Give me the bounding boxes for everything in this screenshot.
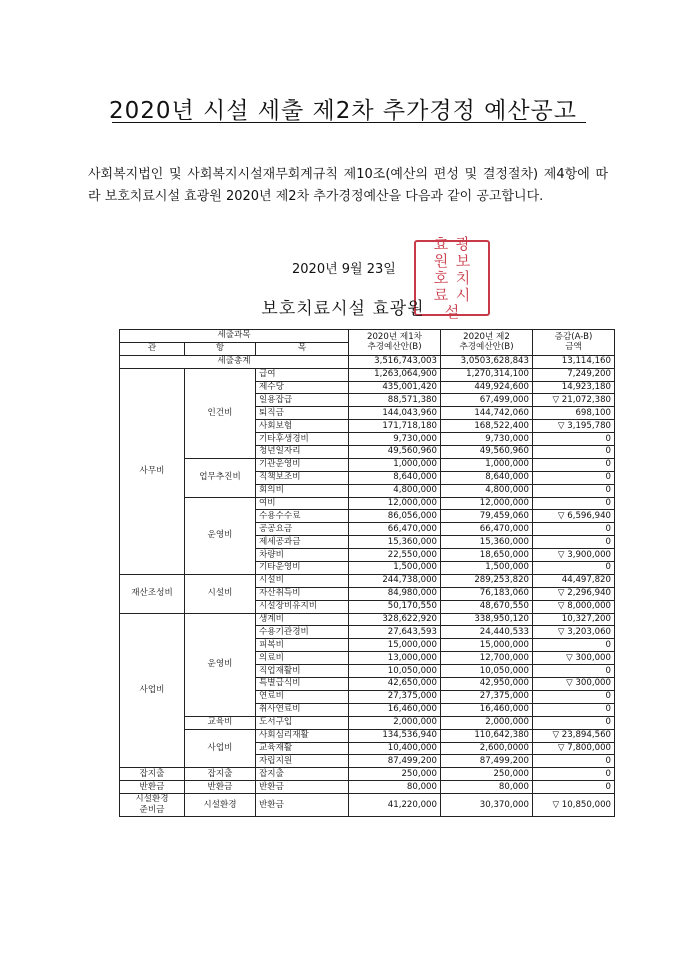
col3-value: 0 bbox=[533, 639, 615, 652]
seal-glyph: 설 bbox=[444, 302, 460, 321]
col2-value: 67,499,000 bbox=[441, 394, 533, 407]
mok-cell: 특별급식비 bbox=[256, 678, 349, 691]
seal-glyph: 료 bbox=[433, 285, 449, 304]
col1-value: 80,000 bbox=[349, 781, 441, 794]
col3-value: 10,327,200 bbox=[533, 613, 615, 626]
col3-value: 14,923,180 bbox=[533, 381, 615, 394]
col3-value: 0 bbox=[533, 755, 615, 768]
mok-cell: 자산취득비 bbox=[256, 587, 349, 600]
header-category: 세출과목 bbox=[120, 330, 349, 343]
col2-value: 144,742,060 bbox=[441, 407, 533, 420]
col2-value: 66,470,000 bbox=[441, 523, 533, 536]
budget-table-body bbox=[120, 368, 615, 816]
col2-value: 110,642,380 bbox=[441, 729, 533, 742]
mok-cell: 직책보조비 bbox=[256, 471, 349, 484]
col3-value: 0 bbox=[533, 458, 615, 471]
hang-cell: 사업비 bbox=[185, 729, 256, 768]
hang-cell: 시설비 bbox=[185, 574, 256, 613]
col3-value: ▽ 21,072,380 bbox=[533, 394, 615, 407]
col3-value: 0 bbox=[533, 497, 615, 510]
mok-cell: 잡지출 bbox=[256, 768, 349, 781]
mok-cell: 기타운영비 bbox=[256, 562, 349, 575]
col1-value: 15,000,000 bbox=[349, 639, 441, 652]
seal-glyph: 호 bbox=[433, 268, 449, 287]
col2-value: 1,500,000 bbox=[441, 562, 533, 575]
total-label: 세출총계 bbox=[120, 355, 349, 368]
hang-cell: 인건비 bbox=[185, 368, 256, 458]
hang-cell: 운영비 bbox=[185, 497, 256, 574]
col3-value: 0 bbox=[533, 703, 615, 716]
total-col2: 3,0503,628,843 bbox=[441, 355, 533, 368]
header-hang: 항 bbox=[185, 342, 256, 355]
col2-value: 16,460,000 bbox=[441, 703, 533, 716]
page-title: 2020년 시설 세출 제2차 추가경정 예산공고 bbox=[109, 98, 577, 124]
mok-cell: 취사연료비 bbox=[256, 703, 349, 716]
table-row bbox=[120, 458, 615, 471]
hang-cell: 반환금 bbox=[185, 781, 256, 794]
mok-cell: 피복비 bbox=[256, 639, 349, 652]
col3-value: 44,497,820 bbox=[533, 574, 615, 587]
table-row bbox=[120, 729, 615, 742]
table-row bbox=[120, 794, 615, 817]
col2-value: 4,800,000 bbox=[441, 484, 533, 497]
col1-value: 50,170,550 bbox=[349, 600, 441, 613]
budget-table bbox=[119, 329, 615, 817]
col2-value: 80,000 bbox=[441, 781, 533, 794]
title-underline bbox=[112, 122, 586, 123]
col1-value: 328,622,920 bbox=[349, 613, 441, 626]
col3-value: 0 bbox=[533, 446, 615, 459]
mok-cell: 청년일자리 bbox=[256, 446, 349, 459]
col2-value: 15,000,000 bbox=[441, 639, 533, 652]
col1-value: 4,800,000 bbox=[349, 484, 441, 497]
col1-value: 27,643,593 bbox=[349, 626, 441, 639]
mok-cell: 시설장비유지비 bbox=[256, 600, 349, 613]
organization-name: 보호치료시설 효광원 bbox=[261, 299, 425, 319]
col1-value: 8,640,000 bbox=[349, 471, 441, 484]
col3-value: ▽ 3,195,780 bbox=[533, 420, 615, 433]
col3-value: 0 bbox=[533, 562, 615, 575]
gwan-cell: 시설환경 준비금 bbox=[120, 794, 185, 817]
col2-value: 168,522,400 bbox=[441, 420, 533, 433]
mok-cell: 기타후생경비 bbox=[256, 433, 349, 446]
mok-cell: 도서구입 bbox=[256, 716, 349, 729]
col2-value: 79,459,060 bbox=[441, 510, 533, 523]
col2-value: 48,670,550 bbox=[441, 600, 533, 613]
col1-value: 1,263,064,900 bbox=[349, 368, 441, 381]
col1-value: 2,000,000 bbox=[349, 716, 441, 729]
mok-cell: 시설비 bbox=[256, 574, 349, 587]
table-row bbox=[120, 574, 615, 587]
mok-cell: 수용수수료 bbox=[256, 510, 349, 523]
table-row bbox=[120, 368, 615, 381]
col1-value: 87,499,200 bbox=[349, 755, 441, 768]
col2-value: 250,000 bbox=[441, 768, 533, 781]
col2-value: 27,375,000 bbox=[441, 690, 533, 703]
mok-cell: 제세공과금 bbox=[256, 536, 349, 549]
col1-value: 13,000,000 bbox=[349, 652, 441, 665]
table-row bbox=[120, 781, 615, 794]
col3-value: 0 bbox=[533, 690, 615, 703]
header-gwan: 관 bbox=[120, 342, 185, 355]
col1-value: 27,375,000 bbox=[349, 690, 441, 703]
hang-cell: 교육비 bbox=[185, 716, 256, 729]
mok-cell: 연료비 bbox=[256, 690, 349, 703]
mok-cell: 급여 bbox=[256, 368, 349, 381]
mok-cell: 퇴직금 bbox=[256, 407, 349, 420]
col3-value: ▽ 23,894,560 bbox=[533, 729, 615, 742]
col2-value: 12,000,000 bbox=[441, 497, 533, 510]
col3-value: 0 bbox=[533, 536, 615, 549]
col3-value: ▽ 300,000 bbox=[533, 678, 615, 691]
col2-value: 42,950,000 bbox=[441, 678, 533, 691]
notice-date: 2020년 9월 23일 bbox=[292, 262, 396, 277]
mok-cell: 교육재활 bbox=[256, 742, 349, 755]
col3-value: ▽ 8,000,000 bbox=[533, 600, 615, 613]
col3-value: ▽ 3,900,000 bbox=[533, 549, 615, 562]
col1-value: 244,738,000 bbox=[349, 574, 441, 587]
col3-value: 0 bbox=[533, 484, 615, 497]
col1-value: 9,730,000 bbox=[349, 433, 441, 446]
col1-value: 41,220,000 bbox=[349, 794, 441, 817]
col2-value: 12,700,000 bbox=[441, 652, 533, 665]
mok-cell: 사회보험 bbox=[256, 420, 349, 433]
gwan-cell: 사무비 bbox=[120, 368, 185, 574]
col2-value: 87,499,200 bbox=[441, 755, 533, 768]
col3-value: ▽ 2,296,940 bbox=[533, 587, 615, 600]
mok-cell: 제수당 bbox=[256, 381, 349, 394]
col1-value: 16,460,000 bbox=[349, 703, 441, 716]
col3-value: 0 bbox=[533, 716, 615, 729]
col3-value: 7,249,200 bbox=[533, 368, 615, 381]
col3-value: ▽ 10,850,000 bbox=[533, 794, 615, 817]
col1-value: 49,560,960 bbox=[349, 446, 441, 459]
seal-glyph: 광 bbox=[455, 234, 471, 253]
seal-glyph: 원 bbox=[433, 251, 449, 270]
total-col1: 3,516,743,003 bbox=[349, 355, 441, 368]
col1-value: 84,980,000 bbox=[349, 587, 441, 600]
header-mok: 목 bbox=[256, 342, 349, 355]
col1-value: 435,001,420 bbox=[349, 381, 441, 394]
col2-value: 449,924,600 bbox=[441, 381, 533, 394]
table-row bbox=[120, 497, 615, 510]
seal-glyph: 보 bbox=[455, 251, 471, 270]
col2-value: 289,253,820 bbox=[441, 574, 533, 587]
notice-paragraph: 사회복지법인 및 사회복지시설재무회계규칙 제10조(예산의 편성 및 결정절차) 제4항에 따라 보호치료시설 효광원 2020년 제2차 추가경정예산을 다음과 같이 공고합니다. bbox=[88, 167, 608, 204]
col1-value: 22,550,000 bbox=[349, 549, 441, 562]
col2-value: 1,270,314,100 bbox=[441, 368, 533, 381]
header-col2: 2020년 제2 추경예산안(B) bbox=[441, 330, 533, 356]
col2-value: 24,440,533 bbox=[441, 626, 533, 639]
gwan-cell: 재산조성비 bbox=[120, 574, 185, 613]
col2-value: 76,183,060 bbox=[441, 587, 533, 600]
table-row bbox=[120, 768, 615, 781]
col3-value: 0 bbox=[533, 523, 615, 536]
hang-cell: 잡지출 bbox=[185, 768, 256, 781]
mok-cell: 사회심리재활 bbox=[256, 729, 349, 742]
mok-cell: 회의비 bbox=[256, 484, 349, 497]
mok-cell: 차량비 bbox=[256, 549, 349, 562]
col2-value: 1,000,000 bbox=[441, 458, 533, 471]
col1-value: 10,050,000 bbox=[349, 665, 441, 678]
col3-value: 0 bbox=[533, 781, 615, 794]
col3-value: ▽ 3,203,060 bbox=[533, 626, 615, 639]
header-col1: 2020년 제1차 추경예산안(B) bbox=[349, 330, 441, 356]
mok-cell: 직업재활비 bbox=[256, 665, 349, 678]
hang-cell: 시설환경 bbox=[185, 794, 256, 817]
table-row bbox=[120, 716, 615, 729]
col3-value: 0 bbox=[533, 471, 615, 484]
mok-cell: 의료비 bbox=[256, 652, 349, 665]
col1-value: 134,536,940 bbox=[349, 729, 441, 742]
hang-cell: 업무추진비 bbox=[185, 458, 256, 497]
mok-cell: 공공요금 bbox=[256, 523, 349, 536]
seal-glyph: 치 bbox=[455, 268, 471, 287]
seal-glyph: 시 bbox=[455, 285, 471, 304]
col1-value: 86,056,000 bbox=[349, 510, 441, 523]
col1-value: 15,360,000 bbox=[349, 536, 441, 549]
col1-value: 171,718,180 bbox=[349, 420, 441, 433]
col2-value: 10,050,000 bbox=[441, 665, 533, 678]
col2-value: 8,640,000 bbox=[441, 471, 533, 484]
col2-value: 2,000,000 bbox=[441, 716, 533, 729]
gwan-cell: 사업비 bbox=[120, 613, 185, 768]
table-row bbox=[120, 613, 615, 626]
col3-value: ▽ 300,000 bbox=[533, 652, 615, 665]
col2-value: 338,950,120 bbox=[441, 613, 533, 626]
col3-value: 0 bbox=[533, 768, 615, 781]
mok-cell: 반환금 bbox=[256, 794, 349, 817]
col1-value: 88,571,380 bbox=[349, 394, 441, 407]
mok-cell: 여비 bbox=[256, 497, 349, 510]
col1-value: 144,043,960 bbox=[349, 407, 441, 420]
mok-cell: 자립지원 bbox=[256, 755, 349, 768]
col3-value: ▽ 6,596,940 bbox=[533, 510, 615, 523]
gwan-cell: 반환금 bbox=[120, 781, 185, 794]
col1-value: 1,000,000 bbox=[349, 458, 441, 471]
col3-value: 0 bbox=[533, 433, 615, 446]
col3-value: 698,100 bbox=[533, 407, 615, 420]
hang-cell: 운영비 bbox=[185, 613, 256, 716]
col2-value: 30,370,000 bbox=[441, 794, 533, 817]
seal-glyph: 효 bbox=[433, 234, 449, 253]
mok-cell: 생계비 bbox=[256, 613, 349, 626]
mok-cell: 수용기관경비 bbox=[256, 626, 349, 639]
col2-value: 18,650,000 bbox=[441, 549, 533, 562]
col2-value: 15,360,000 bbox=[441, 536, 533, 549]
col3-value: ▽ 7,800,000 bbox=[533, 742, 615, 755]
col1-value: 250,000 bbox=[349, 768, 441, 781]
mok-cell: 반환금 bbox=[256, 781, 349, 794]
col1-value: 66,470,000 bbox=[349, 523, 441, 536]
total-col3: 13,114,160 bbox=[533, 355, 615, 368]
col3-value: 0 bbox=[533, 665, 615, 678]
col1-value: 12,000,000 bbox=[349, 497, 441, 510]
mok-cell: 일용잡급 bbox=[256, 394, 349, 407]
mok-cell: 기관운영비 bbox=[256, 458, 349, 471]
col2-value: 9,730,000 bbox=[441, 433, 533, 446]
col2-value: 49,560,960 bbox=[441, 446, 533, 459]
col1-value: 1,500,000 bbox=[349, 562, 441, 575]
col1-value: 42,650,000 bbox=[349, 678, 441, 691]
gwan-cell: 잡지출 bbox=[120, 768, 185, 781]
col2-value: 2,600,0000 bbox=[441, 742, 533, 755]
col1-value: 10,400,000 bbox=[349, 742, 441, 755]
header-col3: 증감(A-B) 금액 bbox=[533, 330, 615, 356]
